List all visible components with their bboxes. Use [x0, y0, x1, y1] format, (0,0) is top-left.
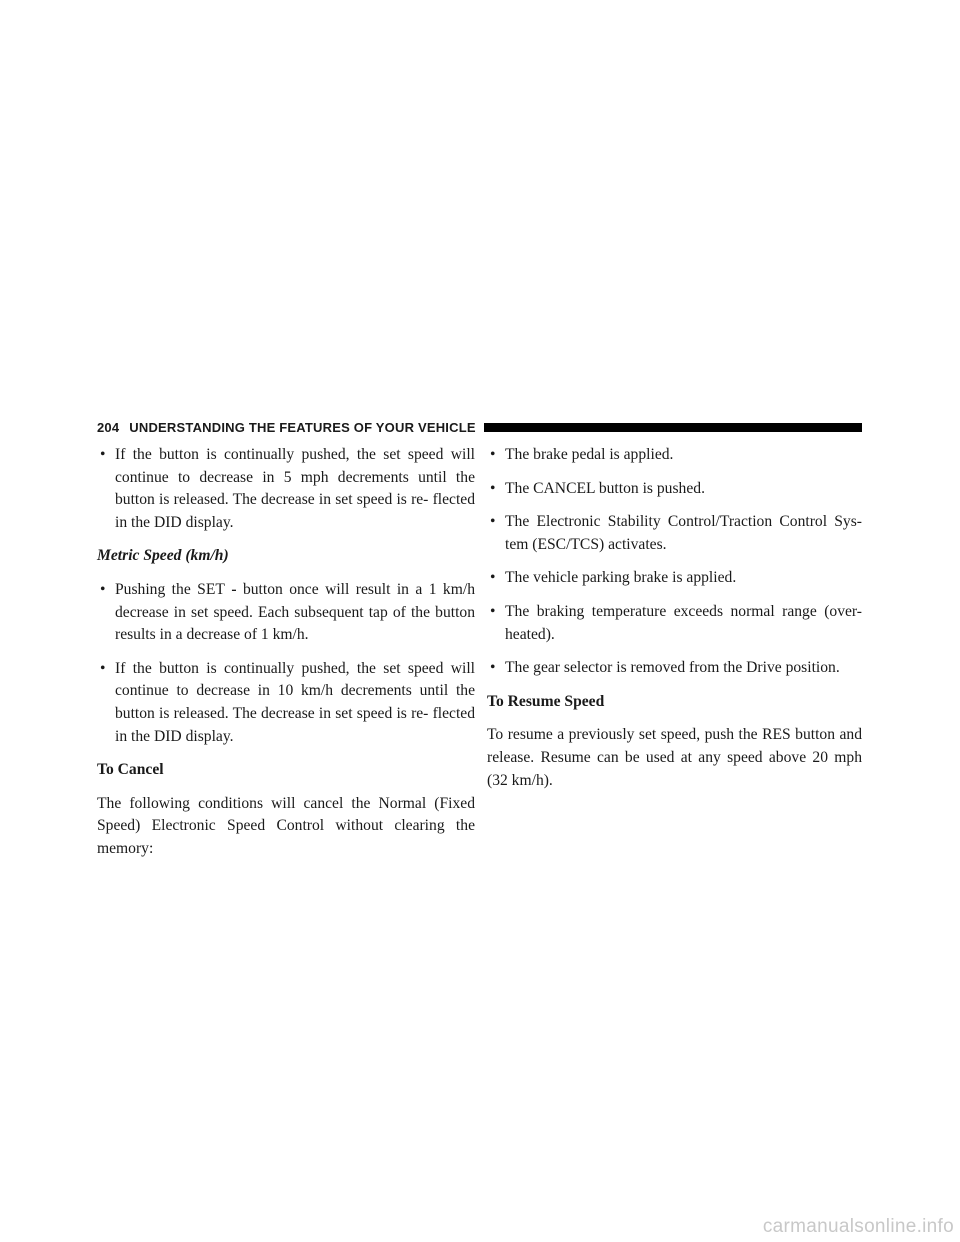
- bullet-item: [487, 657, 862, 680]
- resume-paragraph: To resume a previously set speed, push the RES button and release. Resume can be used at any speed above 20 mph (32 km/h).: [487, 726, 862, 789]
- bullet-dot-icon: •: [490, 569, 496, 587]
- metric-speed-heading: Metric Speed (km/h): [97, 547, 229, 565]
- section-title: UNDERSTANDING THE FEATURES OF YOUR VEHICLE: [129, 419, 476, 435]
- bullet-dot-icon: •: [490, 446, 496, 463]
- page-number: 204: [97, 419, 120, 435]
- watermark: carmanualsonline.info: [762, 1216, 954, 1237]
- bullet-item: [487, 601, 862, 646]
- bullet-text: The braking temperature exceeds normal range (over- heated).: [505, 602, 862, 643]
- bullet-dot-icon: •: [490, 659, 496, 677]
- bullet-text: button once will result in a 1 km/h decrease in set speed. Each subsequent tap of the button results in a decrease of 1 km/h.: [115, 580, 475, 644]
- bullet-item: [487, 511, 862, 556]
- to-cancel-heading: To Cancel: [97, 761, 164, 779]
- bullet-item: [97, 658, 475, 748]
- bullet-item: [97, 444, 475, 534]
- bullet-text: If the button is continually pushed, the set speed will continue to decrease in 5 mph decrements until the button is released. The decrease in set speed is re- flected in the DID display.: [115, 446, 475, 531]
- bullet-text: The Electronic Stability Control/Traction Control Sys- tem (ESC/TCS) activates.: [505, 513, 862, 553]
- bullet-dot-icon: •: [490, 602, 496, 620]
- bullet-text: Pushing the SET: [115, 580, 225, 598]
- bullet-text-bold: -: [224, 580, 243, 598]
- bullet-dot-icon: •: [490, 479, 496, 497]
- bullet-text: The CANCEL button is pushed.: [505, 479, 705, 497]
- bullet-item: [487, 567, 862, 590]
- bullet-dot-icon: •: [490, 513, 496, 531]
- bullet-text: The vehicle parking brake is applied.: [505, 569, 737, 587]
- cancel-paragraph: The following conditions will cancel the Normal (Fixed Speed) Electronic Speed Control without clearing the memory:: [97, 794, 475, 857]
- right-column: [487, 444, 862, 803]
- header-rule: [484, 423, 862, 432]
- bullet-item: [487, 478, 862, 501]
- left-column: [97, 444, 475, 872]
- bullet-dot-icon: •: [100, 446, 106, 463]
- page-header: [97, 416, 862, 438]
- bullet-item: [487, 444, 862, 467]
- bullet-text: The brake pedal is applied.: [505, 446, 674, 463]
- bullet-text: If the button is continually pushed, the set speed will continue to decrease in 10 km/h decrements until the button is released. The decrease in set speed is re- flected in the DID display.: [115, 659, 475, 745]
- bullet-item: [97, 579, 475, 647]
- to-resume-heading: To Resume Speed: [487, 692, 605, 710]
- bullet-dot-icon: •: [100, 659, 106, 677]
- bullet-dot-icon: •: [100, 580, 106, 598]
- bullet-text: The gear selector is removed from the Drive position.: [505, 659, 840, 677]
